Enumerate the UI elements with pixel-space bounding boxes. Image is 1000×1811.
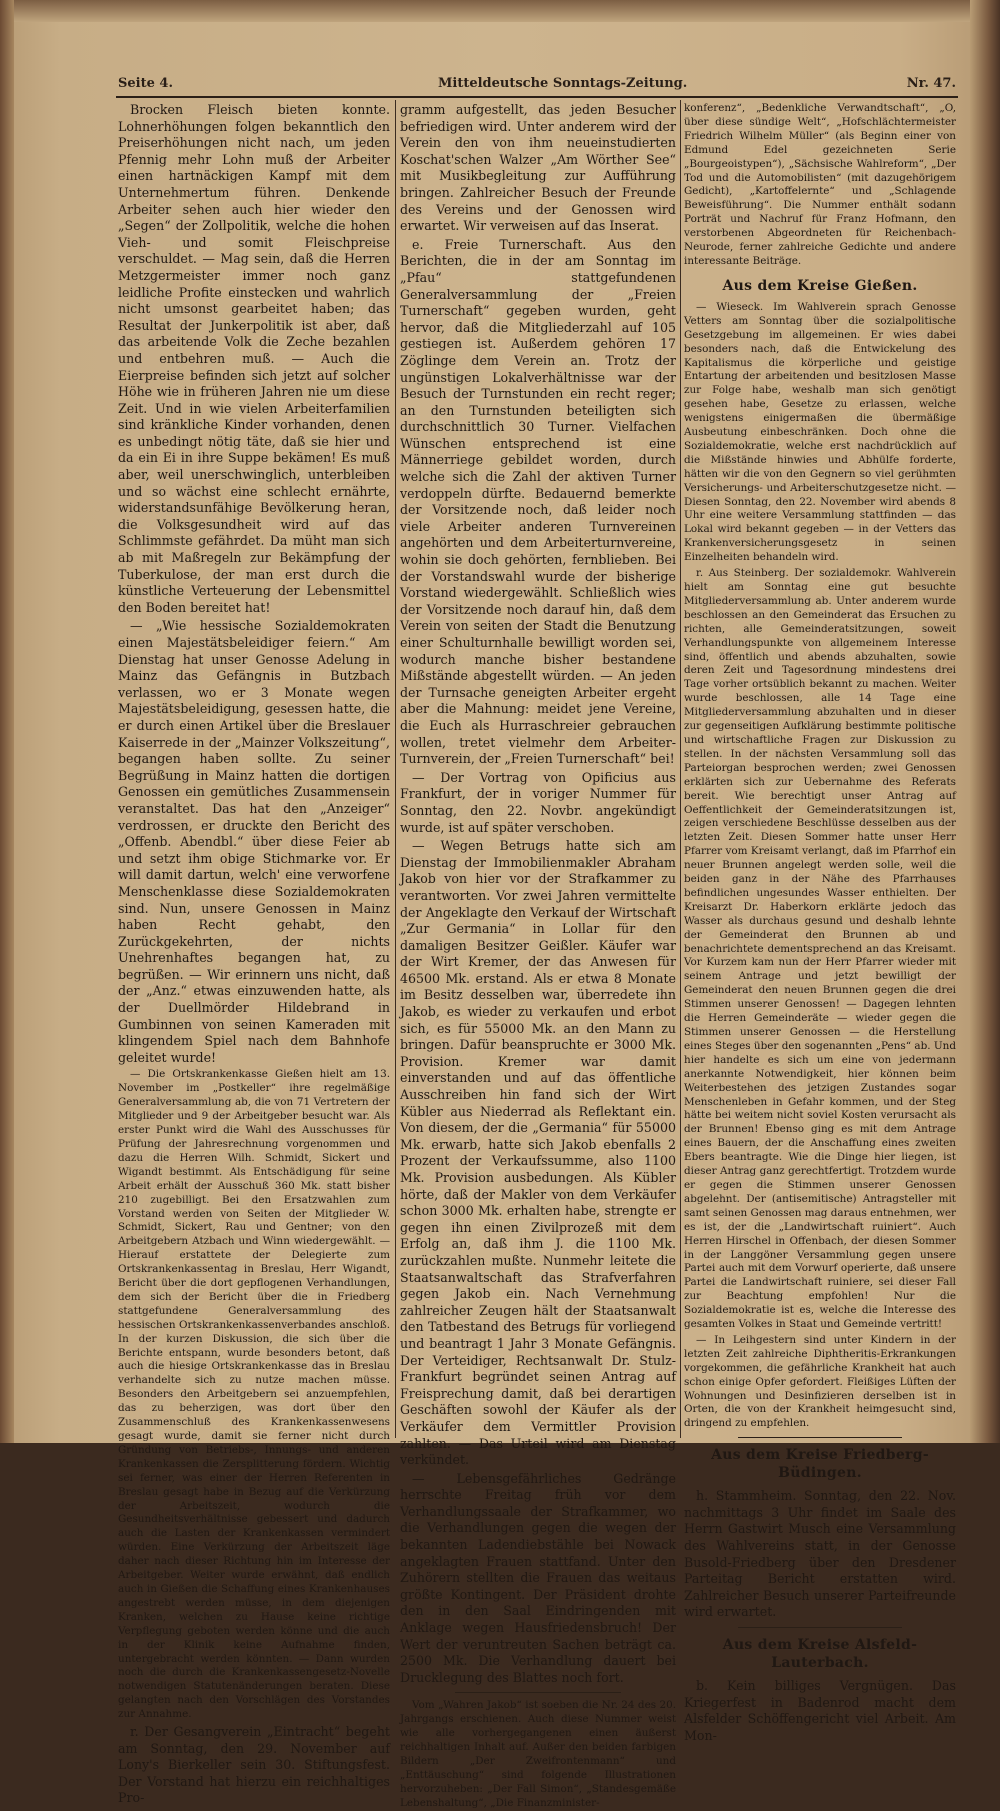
article-divider	[738, 1437, 901, 1438]
issue-number: Nr. 47.	[906, 76, 956, 91]
text-column-2	[400, 102, 676, 1809]
article-betrug-jakob: — Wegen Betrugs hatte sich am Dienstag der Immobilienmakler Abraham Jakob von hier vor der Strafkammer zu verantworten. Vor zwei Jahren vermittelte der Angeklagte den Verkauf der Wirtschaft „Zur Germania“ in Lollar für den damaligen Besitzer Geißler. Käufer war der Wirt Kremer, der das Anwesen für 46500 Mk. erstand. Als er etwa 8 Monate im Besitz desselben war, überredete ihn Jakob, es wieder zu verkaufen und erbot sich, es für 55000 Mk. an den Mann zu bringen. Dafür beanspruchte er 3000 Mk. Provision. Kremer war damit einverstanden und auf das öffentliche Ausschreiben hin fand sich der Wirt Kübler aus Niederrad als Reflektant ein. Von diesem, der die „Germania“ für 55000 Mk. erwarb, hatte sich Jakob ebenfalls 2 Prozent der Verkaufssumme, also 1100 Mk. Provision ausbedungen. Als Kübler hörte, daß der Makler von dem Verkäufer schon 3000 Mk. erhalten habe, strengte er gegen ihn einen Zivilprozeß mit dem Erfolg an, daß ihm J. die 1100 Mk. zurückzahlen mußte. Nunmehr leitete die Staatsanwaltschaft das Strafverfahren gegen Jakob ein. Nach Vernehmung zahlreicher Zeugen hält der Staatsanwalt den Tatbestand des Betrugs für vorliegend und beantragt 1 Jahr 3 Monate Gefängnis. Der Verteidiger, Rechtsanwalt Dr. Stulz-Frankfurt begründet seinen Antrag auf Freisprechung damit, daß bei derartigen Geschäften sowohl der Käufer als der Verkäufer dem Vermittler Provision zahlten. — Das Urteil wird am Dienstag verkündet.	[400, 838, 676, 1468]
article-stammheim: h. Stammheim. Sonntag, den 22. Nov. nachmittags 3 Uhr findet im Saale des Herrn Gastwirt Musch eine Versammlung des Wahlvereins statt, in der Genosse Busold-Friedberg über den Dresdener Parteitag Bericht erstatten wird. Zahlreicher Besuch unserer Parteifreunde wird erwartet.	[684, 1488, 956, 1620]
article-steinberg: r. Aus Steinberg. Der sozialdemokr. Wahlverein hielt am Sonntag eine gut besuchte Mitgliederversammlung ab. Unter anderem wurde beschlossen an den Gemeinderat das Ersuchen zu richten, alle Gemeinderatsitzungen, soweit Verhandlungspunkte von allgemeinem Interesse sind, öffentlich und abends abzuhalten, sowie deren Zeit und Tagesordnung mindestens drei Tage vorher ortsüblich bekannt zu machen. Weiter wurde beschlossen, alle 14 Tage eine Mitgliederversammlung abzuhalten und in dieser zur gegenseitigen Aufklärung bestimmte politische und wirtschaftliche Fragen zur Diskussion zu stellen. In der nächsten Versammlung soll das Parteiorgan besprochen werden; zwei Genossen erklärten sich zur Uebernahme des Referats bereit. Wie berechtigt unser Antrag auf Oeffentlichkeit der Gemeinderatsitzungen ist, zeigen verschiedene Beschlüsse desselben aus der letzten Zeit. Diesen Sommer hatte unser Herr Pfarrer vom Kreisamt verlangt, daß im Pfarrhof ein neuer Brunnen angelegt werden solle, weil die beiden ganz in der Nähe des Pfarrhauses befindlichen ungesundes Wasser enthielten. Der Kreisarzt Dr. Haberkorn erklärte jedoch das Wasser als durchaus gesund und deshalb lehnte der Gemeinderat den Brunnen ab und benachrichtete dementsprechend an das Kreisamt. Vor Kurzem kam nun der Herr Pfarrer wieder mit seinem Antrage und jetzt bewilligt der Gemeinderat den neuen Brunnen gegen die drei Stimmen unserer Genossen! — Dagegen lehnten die Herren Gemeinderäte — wieder gegen die Stimmen unserer Genossen — die Herstellung eines Steges über den sogenannten „Pens“ ab. Und hier handelte es sich um eine von jedermann anerkannte Notwendigkeit, hier können beim Weiterbestehen des jetzigen Zustandes sogar Menschenleben in Gefahr kommen, und der Steg hätte bei weitem nicht soviel Kosten verursacht als der Brunnen! Ebenso ging es mit dem Antrage eines Bauern, der die Anschaffung eines zweiten Ebers beantragte. Wie die Dinge hier liegen, ist dieser Antrag ganz gerechtfertigt. Trotzdem wurde er gegen die Stimmen unserer Genossen abgelehnt. Der (antisemitische) Antragsteller mit samt seinen Genossen mag daraus entnehmen, wer es ist, der die „Landwirtschaft ruiniert“. Auch Herren Hirschel in Offenbach, der diesen Sommer in der Langgöner Versammlung gegen unsere Partei auch mit dem Vorwurf operierte, daß unsere Partei die Landwirtschaft ruiniere, sei dieser Fall zur Beachtung empfohlen! Nur die Sozialdemokratie ist es, welche die Interesse des gesamten Volkes in Staat und Gemeinde vertritt!	[684, 567, 956, 1331]
article-ortskrankenkasse: — Die Ortskrankenkasse Gießen hielt am 13. November im „Postkeller“ ihre regelmäßige Generalversammlung ab, die von 71 Vertretern der Mitglieder und 9 der Arbeitgeber besucht war. Als erster Punkt wird die Wahl des Ausschusses für Prüfung der Jahresrechnung vorgenommen und dazu die Herren Wilh. Schmidt, Sickert und Wigandt bestimmt. Als Entschädigung für seine Arbeit erhält der Ausschuß 360 Mk. statt bisher 210 zugebilligt. Bei den Ersatzwahlen zum Vorstand werden von Seiten der Mitglieder W. Schmidt, Sickert, Rau und Gentner; von den Arbeitgebern Atzbach und Winn wiedergewählt. — Hierauf erstattete der Delegierte zum Ortskrankenkassentag in Breslau, Herr Wigandt, Bericht über die dort gepflogenen Verhandlungen, dem sich der Bericht über die in Friedberg stattgefundene Generalversammlung des hessischen Ortskrankenkassenverbandes anschloß. In der kurzen Diskussion, die sich über die Berichte entspann, wurde besonders betont, daß auch die hiesige Ortskrankenkasse das in Breslau verhandelte sich zu nutze machen müsse. Besonders den Arbeitgebern sei anzuempfehlen, das zu beherzigen, was dort über den Zusammenschluß des Krankenkassenwesens gesagt wurde, damit sie ferner nicht durch Gründung von Betriebs-, Innungs- und anderen Krankenkassen die Zersplitterung fördern. Wichtig sei ferner, was einer der Herren Referenten in Breslau gesagt habe in Bezug auf die Verkürzung der Arbeitszeit, wodurch die Gesundheitsverhältnisse gebessert und dadurch auch die Lasten der Krankenkassen vermindert würden. Eine Verkürzung der Arbeitszeit läge daher nach dieser Richtung hin im Interesse der Arbeitgeber. Weiter wurde erwähnt, daß endlich auch in Gießen die Schaffung eines Krankenhauses angestrebt werden müsse, in dem diejenigen Kranken, welchen zu Hause keine richtige Verpflegung geboten werden könne und die auch in der Klinik keine Aufnahme finden, untergebracht werden könnten. — Dann wurden noch die durch die Krankenkassengesetz-Novelle notwendigen Statutenänderungen beraten. Diese gelangten nach den Vorschlägen des Vorstandes zur Annahme.	[118, 1068, 390, 1721]
article-gedraenge: — Lebensgefährliches Gedränge herrschte Freitag früh vor dem Verhandlungssaale der Strafkammer, wo die Verhandlungen gegen die wegen der bekannten Ladendiebstähle bei Nowack angeklagten Frauen stattfand. Unter den Zuhörern stellten die Frauen das weitaus größte Kontingent. Der Präsident drohte den in den Saal Eindringenden mit Anklage wegen Hausfriedensbruch! Der Wert der veruntreuten Sachen beträgt ca. 2500 Mk. Die Verhandlung dauert bei Drucklegung des Blattes noch fort.	[400, 1470, 676, 1685]
article-vortrag-opificius: — Der Vortrag von Opificius aus Frankfurt, der in voriger Nummer für Sonntag, den 22. Novbr. angekündigt wurde, ist auf später verschoben.	[400, 769, 676, 835]
page-top-edge	[0, 0, 1000, 22]
article-freie-turnerschaft: e. Freie Turnerschaft. Aus den Berichten, die in der am Sonntag im „Pfau“ stattgefundenen Generalversammlung der „Freien Turnerschaft“ gegeben wurden, geht hervor, daß die Mitgliederzahl auf 105 gestiegen ist. Außerdem gehören 17 Zöglinge dem Verein an. Trotz der ungünstigen Lokalverhältnisse war der Besuch der Turnstunden ein recht reger; an den Turnstunden beteiligten sich durchschnittlich 30 Turner. Vielfachen Wünschen entsprechend ist eine Männerriege gebildet worden, durch welche sich die Zahl der aktiven Turner verdoppeln dürfte. Bedauernd bemerkte der Vorsitzende noch, daß leider noch viele Arbeiter anderen Turnvereinen angehörten und dem Arbeiterturnvereine, wohin sie doch gehörten, fernblieben. Bei der Vorstandswahl wurde der bisherige Vorstand wiedergewählt. Schließlich wies der Vorsitzende noch darauf hin, daß dem Verein von seiten der Stadt die Benutzung einer Schulturnhalle bewilligt worden sei, wodurch manche bisher bestandene Mißstände abgestellt würden. — An jeden der Turnsache geneigten Arbeiter ergeht aber die Mahnung: meidet jene Vereine, die Euch als Hurraschreier gebrauchen wollen, tretet vielmehr dem Arbeiter-Turnverein, der „Freien Turnerschaft“ bei!	[400, 236, 676, 767]
article-wieseck: — Wieseck. Im Wahlverein sprach Genosse Vetters am Sonntag über die sozialpolitische Gesetzgebung im allgemeinen. Er wies dabei besonders nach, daß die Entwickelung des Kapitalismus die körperliche und geistige Entartung der arbeitenden und besitzlosen Masse zur Folge habe, weshalb man sich genötigt gesehen habe, Gesetze zu erlassen, welche wenigstens einigermaßen die übermäßige Ausbeutung einbeschränken. Doch ohne die Sozialdemokratie, welche erst nachdrücklich auf die Mißstände hinwies und Abhülfe forderte, hätten wir die von den Gegnern so viel gerühmten Versicherungs- und Arbeiterschutzgesetze nicht. — Diesen Sonntag, den 22. November wird abends 8 Uhr eine weitere Versammlung stattfinden — das Lokal wird bekannt gegeben — in der Vetters das Krankenversicherungsgesetz in seinen Einzelheiten behandeln wird.	[684, 300, 956, 564]
section-heading-alsfeld: Aus dem Kreise Alsfeld-Lauterbach.	[722, 1637, 918, 1672]
column-divider	[680, 100, 681, 1438]
header-rule	[116, 96, 958, 98]
binding-right-edge	[970, 0, 1000, 1443]
newspaper-title: Mitteldeutsche Sonntags-Zeitung.	[438, 76, 688, 91]
article-majestaetsbeleidiger: — „Wie hessische Sozialdemokraten einen Majestätsbeleidiger feiern.“ Am Dienstag hat unser Genosse Adelung in Mainz das Gefängnis in Butzbach verlassen, wo er 3 Monate wegen Majestätsbeleidigung, gesessen hatte, die er durch einen Artikel über die Breslauer Kaiserrede in der „Mainzer Volkszeitung“, begangen haben sollte. Zu seiner Begrüßung in Mainz hatten die dortigen Genossen ein gemütliches Zusammensein veranstaltet. Das hat den „Anzeiger“ verdrossen, er druckte den Bericht des „Offenb. Abendbl.“ über diese Feier ab und setzt ihm obige Stichmarke vor. Er will damit dartun, welch' eine verworfene Menschenklasse diese Sozialdemokraten sind. Nun, unsere Genossen in Mainz haben Recht gehabt, den Zurückgekehrten, der nichts Unehrenhaftes begangen hat, zu begrüßen. — Wir erinnern uns nicht, daß der „Anz.“ etwas einzuwenden hatte, als der Duellmörder Hildebrand in Gumbinnen von seinen Kameraden mit klingendem Spiel nach dem Bahnhofe geleitet wurde!	[118, 618, 390, 1065]
binding-left-edge	[0, 0, 14, 1443]
article-wahrer-jakob: Vom „Wahren Jakob“ ist soeben die Nr. 24 des 20. Jahrgangs erschienen. Auch diese Nummer weist wie alle vorhergegangenen einen äußerst reichhaltigen Inhalt auf. Außer den beiden farbigen Bildern „Der Zweifrontenmann“ und „Enttäuschung“ sind folgende Illustrationen hervorzuheben: „Der Fall Simon“, „Standesgemäße Lebenshaltung“, „Die Finanzminister-	[400, 1699, 676, 1809]
article-gesangverein-eintracht: r. Der Gesangverein „Eintracht“ begeht am Sonntag, den 29. November auf Lony's Bierkeller sein 30. Stiftungsfest. Der Vorstand hat hierzu ein reichhaltiges Pro-	[118, 1724, 390, 1806]
article-divider	[455, 1692, 621, 1693]
article-leihgestern: — In Leihgestern sind unter Kindern in der letzten Zeit zahlreiche Diphtheritis-Erkrankungen vorgekommen, die gefährliche Krankheit hat auch schon einige Opfer gefordert. Fleißiges Lüften der Wohnungen und Desinfizieren derselben ist in Orten, die von der Krankheit heimgesucht sind, dringend zu empfehlen.	[684, 1333, 956, 1430]
article-divider	[738, 1627, 901, 1628]
section-heading-giessen: Aus dem Kreise Gießen.	[722, 277, 918, 294]
page-number-label: Seite 4.	[118, 76, 173, 91]
page-header	[118, 74, 956, 96]
article-gesangverein-continued: gramm aufgestellt, das jeden Besucher befriedigen wird. Unter anderem wird der Verein den von ihm neueinstudierten Koschat'schen Walzer „Am Wörther See“ mit Musikbegleitung zur Aufführung bringen. Zahlreicher Besuch der Freunde des Vereins und der Genossen wird erwartet. Wir verweisen auf das Inserat.	[400, 102, 676, 234]
article-meat-prices: Brocken Fleisch bieten konnte. Lohnerhöhungen folgen bekanntlich den Preiserhöhungen nicht nach, um jeden Pfennig mehr Lohn muß der Arbeiter einen hartnäckigen Kampf mit dem Unternehmertum führen. Denkende Arbeiter sehen auch hier wieder den „Segen“ der Zollpolitik, welche die hohen Vieh- und somit Fleischpreise verschuldet. — Mag sein, daß die Herren Metzgermeister immer noch ganz leidliche Profite einstecken und wahrlich nicht umsonst gearbeitet haben; das Resultat der Junkerpolitik ist aber, daß das arbeitende Volk die Zeche bezahlen und entbehren muß. — Auch die Eierpreise befinden sich jetzt auf solcher Höhe wie in früheren Jahren nie um diese Zeit. Und in wie vielen Arbeiterfamilien sind kränkliche Kinder vorhanden, denen es unbedingt nötig täte, daß sie hier und da ein Ei in ihre Suppe bekämen! Es muß aber, weil unerschwinglich, unterbleiben und so wächst eine schlecht ernährte, widerstandsunfähige Bevölkerung heran, die Volksgesundheit wird auf das Schlimmste gefährdet. Da müht man sich ab mit Maßregeln zur Bekämpfung der Tuberkulose, der man erst durch die künstliche Verteuerung der Lebensmittel den Boden bereitet hat!	[118, 102, 390, 615]
column-divider	[395, 100, 396, 1438]
article-wahrer-jakob-continued: konferenz“, „Bedenkliche Verwandtschaft“, „O, über diese sündige Welt“, „Hofschlächtermeister Friedrich Wilhelm Müller“ (als Beginn einer von Edmund Edel gezeichneten Serie „Bourgeoistypen“), „Sächsische Wahlreform“, „Der Tod und die Automobilisten“ (mit dazugehörigem Gedicht), „Kartoffelernte“ und „Schlagende Beweisführung“. Die Nummer enthält sodann Porträt und Nachruf für Franz Hofmann, den verstorbenen Abgeordneten für Reichenbach-Neurode, ferner zahlreiche Gedichte und andere interessante Beiträge.	[684, 102, 956, 267]
article-kein-billiges-vergnuegen: b. Kein billiges Vergnügen. Das Kriegerfest in Badenrod macht dem Alsfelder Schöffengericht viel Arbeit. Am Mon-	[684, 1678, 956, 1743]
text-column-1	[118, 102, 390, 1806]
section-heading-friedberg: Aus dem Kreise Friedberg-Büdingen.	[711, 1447, 929, 1482]
text-column-3	[684, 102, 956, 1743]
